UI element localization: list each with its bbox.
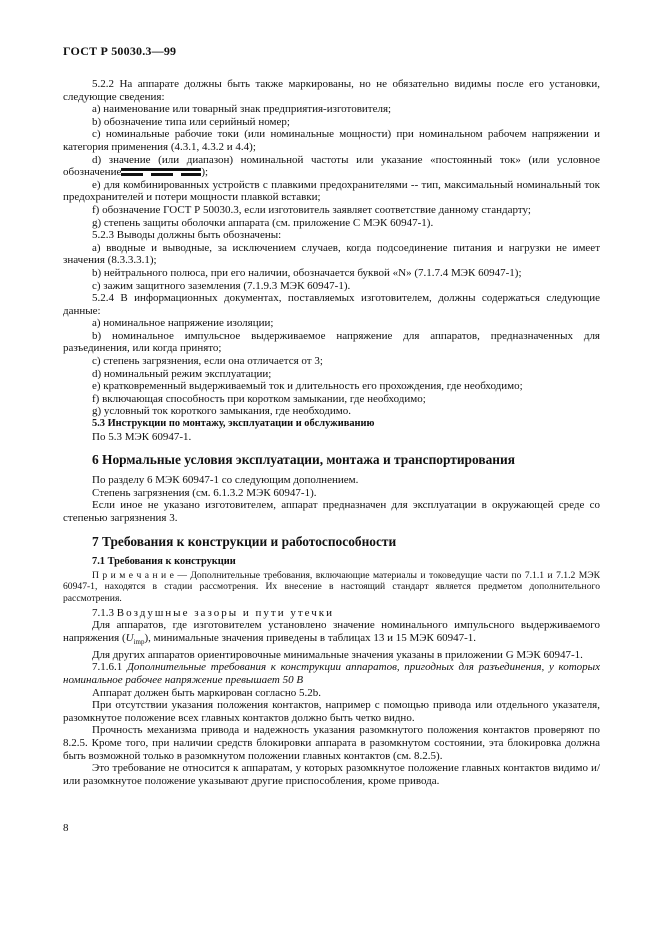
paragraph: Аппарат должен быть маркирован согласно 5.2b.: [92, 686, 322, 699]
direct-current-symbol: [121, 168, 201, 176]
document-header: ГОСТ Р 50030.3—99: [63, 44, 177, 58]
paragraph: Если иное не указано изготовителем, аппарат предназначен для эксплуатации в окружающей среде со степенью загрязнения 3.: [63, 499, 600, 524]
list-item: е) кратковременный выдерживаемый ток и длительность его прохождения, где необходимо;: [92, 380, 523, 393]
list-item: с) зажим защитного заземления (7.1.9.3 МЭК 60947-1).: [92, 279, 351, 292]
paragraph: Это требование не относится к аппаратам, у которых разомкнутое положение главных контактов видимо и/или разомкнутое положение указывают другие приспособления, кроме привода.: [63, 762, 600, 787]
paragraph: При отсутствии указания положения контактов, например с помощью привода или отдельного указателя, разомкнутое положение всех главных контактов должно быть четко видно.: [63, 699, 600, 724]
list-item: а) наименование или товарный знак предприятия-изготовителя;: [92, 103, 392, 116]
voltage-symbol: U: [125, 631, 134, 644]
text: Для аппаратов, где изготовителем установлено значение номинального импульсного выдерживаемого напряжения (: [63, 619, 600, 644]
list-item: f) обозначение ГОСТ Р 50030.3, если изготовитель заявляет соответствие данному стандарту;: [92, 203, 531, 216]
note-label: П р и м е ч а н и е: [92, 570, 174, 582]
clause-number: 7.1.3: [92, 606, 114, 619]
paragraph: Для других аппаратов ориентировочные минимальные значения указаны в приложении G МЭК 60947-1.: [92, 648, 583, 661]
document-body: [63, 78, 600, 787]
clause-heading-7-1-6-1: [63, 661, 600, 686]
clause-heading-7-1-3: [63, 607, 600, 620]
subsection-title-7-1: 7.1 Требования к конструкции: [92, 555, 236, 567]
voltage-subscript: imp: [133, 638, 145, 647]
clause-title: Дополнительные требования к конструкции аппаратов, пригодных для разъединения, у которых номинальное рабочее напряжение превышает 50 В: [63, 661, 601, 686]
list-item: b) нейтрального полюса, при его наличии, обозначается буквой «N» (7.1.7.4 МЭК 60947-1);: [92, 266, 522, 279]
paragraph-5-2-2: 5.2.2 На аппарате должны быть также маркированы, но не обязательно видимы после его установки, следующие сведения:: [63, 78, 600, 103]
list-item: а) вводные и выводные, за исключением случаев, когда подсоединение питания и нагрузки не имеет значения (8.3.3.3.1);: [63, 241, 600, 267]
list-item: f) включающая способность при коротком замыкании, где необходимо;: [92, 392, 426, 405]
section-title-7: 7 Требования к конструкции и работоспособности: [92, 533, 397, 549]
paragraph-5-2-4: 5.2.4 В информационных документах, поставляемых изготовителем, должны содержаться следующие данные:: [63, 292, 600, 317]
text: ), минимальные значения приведены в таблицах 13 и 15 МЭК 60947-1.: [144, 631, 477, 644]
page-number: 8: [63, 822, 69, 834]
paragraph-5-2-3: 5.2.3 Выводы должны быть обозначены:: [92, 229, 282, 242]
list-item: b) обозначение типа или серийный номер;: [92, 115, 290, 128]
list-item: с) степень загрязнения, если она отличается от 3;: [92, 355, 323, 368]
paragraph: Степень загрязнения (см. 6.1.3.2 МЭК 60947-1).: [92, 486, 317, 499]
clause-number: 7.1.6.1: [92, 661, 123, 674]
clause-title: Воздушные зазоры и пути утечки: [116, 606, 335, 619]
list-item: g) степень защиты оболочки аппарата (см. приложение С МЭК 60947-1).: [92, 216, 434, 229]
note-text: — Дополнительные требования, включающие материалы и токоведущие части по 7.1.1 и 7.1.2 МЭК 60947-1, находятся в стадии рассмотрения. Их внесение в настоящий стандарт является предметом дополнительного рассмотрения.: [63, 570, 600, 604]
list-item: с) номинальные рабочие токи (или номинальные мощности) при номинальном рабочем напряжении и категория применения (4.3.1, 4.3.2 и 4.4);: [63, 128, 600, 153]
list-item: d) номинальный режим эксплуатации;: [92, 367, 272, 380]
paragraph: Прочность механизма привода и надежность указания разомкнутого положения контактов проверяют по 8.2.5. Кроме того, при наличии средств блокировки аппарата в разомкнутом состоянии, эта блокировка должна быть возможной только в разомкнутом положении главных контактов (см. 8.2.5).: [63, 724, 600, 762]
list-item: g) условный ток короткого замыкания, где необходимо.: [92, 405, 351, 418]
subsection-title-5-3: 5.3 Инструкции по монтажу, эксплуатации и обслуживанию: [92, 418, 375, 430]
list-item-with-symbol: [63, 154, 600, 179]
list-item: е) для комбинированных устройств с плавкими предохранителями -- тип, максимальный номинальный ток предохранителей и потери мощности плавкой вставки;: [63, 178, 600, 204]
paragraph: [63, 619, 600, 648]
list-item: b) номинальное импульсное выдерживаемое напряжение для аппаратов, предназначенных для разъединения, или когда принято;: [63, 329, 600, 355]
paragraph: По 5.3 МЭК 60947-1.: [92, 430, 192, 443]
note: [63, 570, 600, 604]
list-item-text-end: );: [201, 166, 209, 179]
section-title-6: 6 Нормальные условия эксплуатации, монтажа и транспортирования: [92, 452, 515, 468]
list-item-text: d) значение (или диапазон) номинальной частоты или указание «постоянный ток» (или условное обозначение: [63, 153, 600, 179]
list-item: а) номинальное напряжение изоляции;: [92, 317, 274, 330]
paragraph: По разделу 6 МЭК 60947-1 со следующим дополнением.: [92, 474, 359, 487]
